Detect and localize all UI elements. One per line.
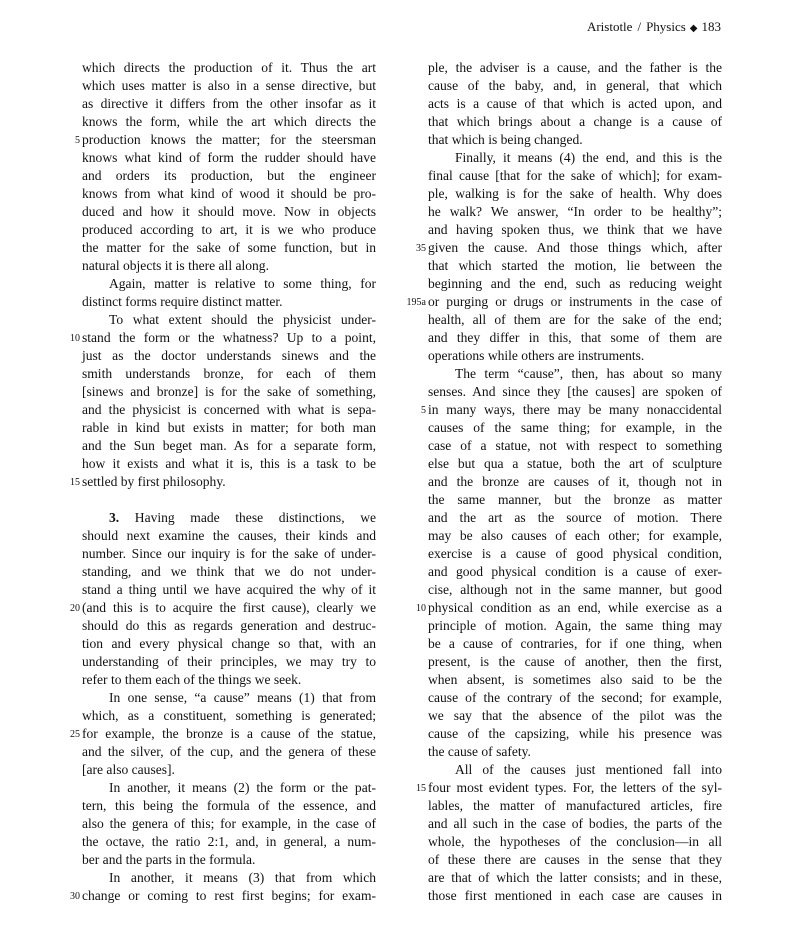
line-text: which, as a constituent, something is generated;	[82, 708, 376, 723]
line-text: In one sense, “a cause” means (1) that from	[109, 690, 376, 705]
text-line	[82, 797, 376, 815]
line-text: and they differ in this, that some of them are	[428, 330, 722, 345]
line-number: 20	[70, 603, 80, 614]
text-line	[428, 131, 722, 149]
line-text: which uses matter is also in a sense directive, but	[82, 78, 376, 93]
line-number: 25	[70, 729, 80, 740]
line-text: as directive it differs from the other insofar as it	[82, 96, 376, 111]
line-text: the cause of safety.	[428, 744, 531, 759]
line-text: are that of which the latter consists; and in these,	[428, 870, 722, 885]
line-text: production knows the matter; for the steersman	[82, 132, 376, 147]
line-text: in many ways, there may be many nonaccidental	[428, 402, 722, 417]
text-line	[82, 509, 376, 527]
text-line	[428, 203, 722, 221]
line-text: operations while others are instruments.	[428, 348, 645, 363]
line-text: stand the form or the whatness? Up to a point,	[82, 330, 376, 345]
line-text: physical condition as an end, while exercise as a	[428, 600, 722, 615]
line-text: (and this is to acquire the first cause), clearly we	[82, 600, 376, 615]
line-text: cause of the baby, and, in general, that which	[428, 78, 722, 93]
line-text: The term “cause”, then, has about so many	[455, 366, 722, 381]
line-text: and the bronze are causes of it, though not in	[428, 474, 722, 489]
text-line	[428, 545, 722, 563]
line-text: case of a statue, not with respect to something	[428, 438, 722, 453]
line-text: four most evident types. For, the letters of the syl-	[428, 780, 722, 795]
line-text: whole, the hypotheses of the conclusion—in all	[428, 834, 722, 849]
text-line	[428, 185, 722, 203]
line-number: 35	[416, 243, 426, 254]
line-text: cause of the contrary of the second; for example,	[428, 690, 722, 705]
line-text: settled by first philosophy.	[82, 474, 226, 489]
line-number: 5	[75, 135, 80, 146]
line-text: that which brings about a change is a cause of	[428, 114, 722, 129]
text-line	[406, 293, 722, 311]
line-text: smith understands bronze, for each of them	[82, 366, 376, 381]
text-line	[82, 113, 376, 131]
line-text: and orders its production, but the engineer	[82, 168, 376, 183]
text-line	[82, 617, 376, 635]
line-text: duced and how it should move. Now in objects	[82, 204, 376, 219]
line-text: knows from what kind of wood it should be pro-	[82, 186, 376, 201]
text-line	[82, 815, 376, 833]
line-text: understanding of their principles, we may try to	[82, 654, 376, 669]
text-line	[428, 509, 722, 527]
line-text: and the art as the source of motion. There	[428, 510, 722, 525]
text-line	[82, 689, 376, 707]
header-work-title: Physics	[646, 19, 686, 34]
line-text: ber and the parts in the formula.	[82, 852, 256, 867]
line-text: cise, although not in the same manner, but good	[428, 582, 722, 597]
text-line	[428, 455, 722, 473]
text-line	[82, 311, 376, 329]
text-line	[428, 581, 722, 599]
line-text: stand a thing until we have acquired the why of it	[82, 582, 376, 597]
text-line	[428, 221, 722, 239]
line-text: exercise is a cause of good physical condition,	[428, 546, 722, 561]
text-line	[82, 401, 376, 419]
text-line	[416, 239, 722, 257]
text-line	[428, 671, 722, 689]
text-line	[428, 329, 722, 347]
text-line	[70, 887, 376, 905]
text-line	[82, 257, 376, 275]
line-text: the same manner, but the bronze as matter	[428, 492, 722, 507]
text-line	[428, 869, 722, 887]
line-number: 30	[70, 891, 80, 902]
left-text-column	[70, 59, 377, 905]
line-text: we say that the absence of the pilot was the	[428, 708, 722, 723]
text-line	[428, 617, 722, 635]
line-text: which directs the production of it. Thus the art	[82, 60, 376, 75]
text-line	[82, 761, 376, 779]
text-line	[428, 707, 722, 725]
header-separator: /	[637, 19, 642, 34]
text-line	[82, 491, 376, 509]
text-line	[82, 671, 376, 689]
line-text: ple, the adviser is a cause, and the father is the	[428, 60, 722, 75]
right-text-column	[406, 59, 722, 905]
text-line	[428, 167, 722, 185]
text-line	[428, 743, 722, 761]
line-text: and good physical condition is a cause of exer-	[428, 564, 722, 579]
text-line	[82, 365, 376, 383]
line-text: that which is being changed.	[428, 132, 583, 147]
text-line	[82, 437, 376, 455]
text-line	[82, 869, 376, 887]
text-line	[82, 275, 376, 293]
line-text: refer to them each of the things we seek.	[82, 672, 302, 687]
text-line	[82, 347, 376, 365]
text-line	[82, 635, 376, 653]
text-line	[428, 473, 722, 491]
text-line	[82, 743, 376, 761]
line-text: acts is a cause of that which is acted upon, and	[428, 96, 722, 111]
text-line	[82, 833, 376, 851]
line-text: and the silver, of the cup, and the genera of these	[82, 744, 376, 759]
text-line	[428, 851, 722, 869]
text-line	[428, 563, 722, 581]
line-text: Finally, it means (4) the end, and this is the	[455, 150, 722, 165]
text-line	[428, 437, 722, 455]
line-text: Again, matter is relative to some thing, for	[109, 276, 376, 291]
page-number: 183	[701, 19, 721, 34]
line-text: should next examine the causes, their kinds and	[82, 528, 376, 543]
line-number: 195a	[406, 297, 426, 308]
line-text: given the cause. And those things which, after	[428, 240, 722, 255]
line-text: principle of motion. Again, the same thing may	[428, 618, 722, 633]
text-line	[82, 563, 376, 581]
line-text: the octave, the ratio 2:1, and, in general, a num-	[82, 834, 376, 849]
line-text: be a cause of contraries, for if one thing, when	[428, 636, 722, 651]
text-line	[428, 275, 722, 293]
line-text: present, is the cause of another, then the first,	[428, 654, 722, 669]
line-text: Having made these distinctions, we	[134, 510, 377, 525]
line-text: knows what kind of form the rudder should have	[82, 150, 376, 165]
line-text: just as the doctor understands sinews and the	[82, 348, 376, 363]
line-text: of these there are causes in the sense that they	[428, 852, 722, 867]
text-line	[428, 419, 722, 437]
text-line	[82, 95, 376, 113]
text-line	[421, 401, 722, 419]
text-line	[82, 707, 376, 725]
header-author: Aristotle	[586, 19, 633, 34]
line-text: To what extent should the physicist under-	[109, 312, 376, 327]
line-text: the matter for the sake of some function, but in	[82, 240, 376, 255]
line-number: 5	[421, 405, 426, 416]
text-line	[428, 311, 722, 329]
line-text: beginning and the end, such as reducing weight	[428, 276, 722, 291]
text-line	[428, 833, 722, 851]
line-text: In another, it means (3) that from which	[109, 870, 376, 885]
text-line	[428, 113, 722, 131]
line-text: produced according to art, it is we who produce	[82, 222, 376, 237]
line-number: 15	[70, 477, 80, 488]
text-line	[82, 779, 376, 797]
section-number: 3.	[109, 510, 135, 525]
text-line	[82, 545, 376, 563]
text-line	[428, 887, 722, 905]
text-line	[428, 491, 722, 509]
text-line	[428, 527, 722, 545]
line-number: 10	[70, 333, 80, 344]
text-line	[82, 203, 376, 221]
text-line	[82, 77, 376, 95]
line-text: may be also causes of each other; for example,	[428, 528, 722, 543]
line-text: those first mentioned in each case are causes in	[428, 888, 722, 903]
text-line	[70, 599, 376, 617]
text-line	[82, 239, 376, 257]
text-line	[82, 149, 376, 167]
text-line	[428, 95, 722, 113]
line-text: causes of the same thing; for example, in the	[428, 420, 722, 435]
line-text: he walk? We answer, “In order to be healthy”;	[428, 204, 722, 219]
line-text: tern, this being the formula of the essence, and	[82, 798, 376, 813]
line-text: or purging or drugs or instruments in the case of	[428, 294, 722, 309]
line-text: In another, it means (2) the form or the pat-	[109, 780, 376, 795]
text-line	[416, 779, 722, 797]
text-line	[428, 689, 722, 707]
text-line	[428, 59, 722, 77]
text-line	[70, 329, 376, 347]
line-text: should do this as regards generation and destruc-	[82, 618, 376, 633]
line-text: [are also causes].	[82, 762, 175, 777]
line-number: 10	[416, 603, 426, 614]
text-line	[82, 419, 376, 437]
line-text: standing, and we think that we do not under-	[82, 564, 376, 579]
line-text: natural objects it is there all along.	[82, 258, 269, 273]
text-line	[75, 131, 376, 149]
line-text: also the genera of this; for example, in the case of	[82, 816, 376, 831]
line-text: and having spoken thus, we think that we have	[428, 222, 722, 237]
line-text: All of the causes just mentioned fall into	[455, 762, 722, 777]
text-line	[428, 149, 722, 167]
line-text: for example, the bronze is a cause of the statue,	[82, 726, 376, 741]
text-line	[428, 761, 722, 779]
text-line	[82, 455, 376, 473]
line-text: change or coming to rest first begins; for exam-	[82, 888, 376, 903]
text-line	[428, 797, 722, 815]
diamond-icon: ◆	[689, 23, 698, 34]
text-line	[428, 725, 722, 743]
line-text: that which started the motion, lie between the	[428, 258, 722, 273]
line-text: number. Since our inquiry is for the sake of under-	[82, 546, 376, 561]
line-number: 15	[416, 783, 426, 794]
line-text: final cause [that for the sake of which]; for exam-	[428, 168, 722, 183]
line-text: lables, the matter of manufactured articles, fire	[428, 798, 722, 813]
text-line	[428, 653, 722, 671]
line-text: senses. And since they [the causes] are spoken of	[428, 384, 722, 399]
text-line	[82, 527, 376, 545]
text-line	[82, 185, 376, 203]
text-line	[428, 815, 722, 833]
text-line	[82, 581, 376, 599]
text-line	[428, 257, 722, 275]
text-line	[82, 221, 376, 239]
text-line	[82, 293, 376, 311]
text-line	[70, 473, 376, 491]
text-line	[82, 653, 376, 671]
line-text: else but qua a statue, both the art of sculpture	[428, 456, 722, 471]
line-text: rable in kind but exists in matter; for both man	[82, 420, 376, 435]
line-text: tion and every physical change so that, with an	[82, 636, 376, 651]
text-line	[428, 635, 722, 653]
text-line	[82, 59, 376, 77]
text-line	[428, 77, 722, 95]
line-text: and all such in the case of bodies, the parts of the	[428, 816, 722, 831]
line-text: distinct forms require distinct matter.	[82, 294, 283, 309]
text-line	[82, 383, 376, 401]
line-text: when absent, is sometimes also said to be the	[428, 672, 722, 687]
text-line	[428, 347, 722, 365]
line-text: and the physicist is concerned with what is sepa-	[82, 402, 376, 417]
line-text: ple, walking is for the sake of health. Why does	[428, 186, 722, 201]
text-line	[82, 167, 376, 185]
line-text: cause of the capsizing, while his presence was	[428, 726, 722, 741]
line-text: [sinews and bronze] is for the sake of something,	[82, 384, 376, 399]
text-line	[428, 365, 722, 383]
text-line	[428, 383, 722, 401]
text-line	[416, 599, 722, 617]
line-text: health, all of them are for the sake of the end;	[428, 312, 722, 327]
text-line	[82, 851, 376, 869]
running-header	[587, 19, 721, 35]
line-text: knows the form, while the art which directs the	[82, 114, 376, 129]
line-text: how it exists and what it is, this is a task to be	[82, 456, 376, 471]
line-text: and the Sun beget man. As for a separate form,	[82, 438, 376, 453]
text-line	[70, 725, 376, 743]
